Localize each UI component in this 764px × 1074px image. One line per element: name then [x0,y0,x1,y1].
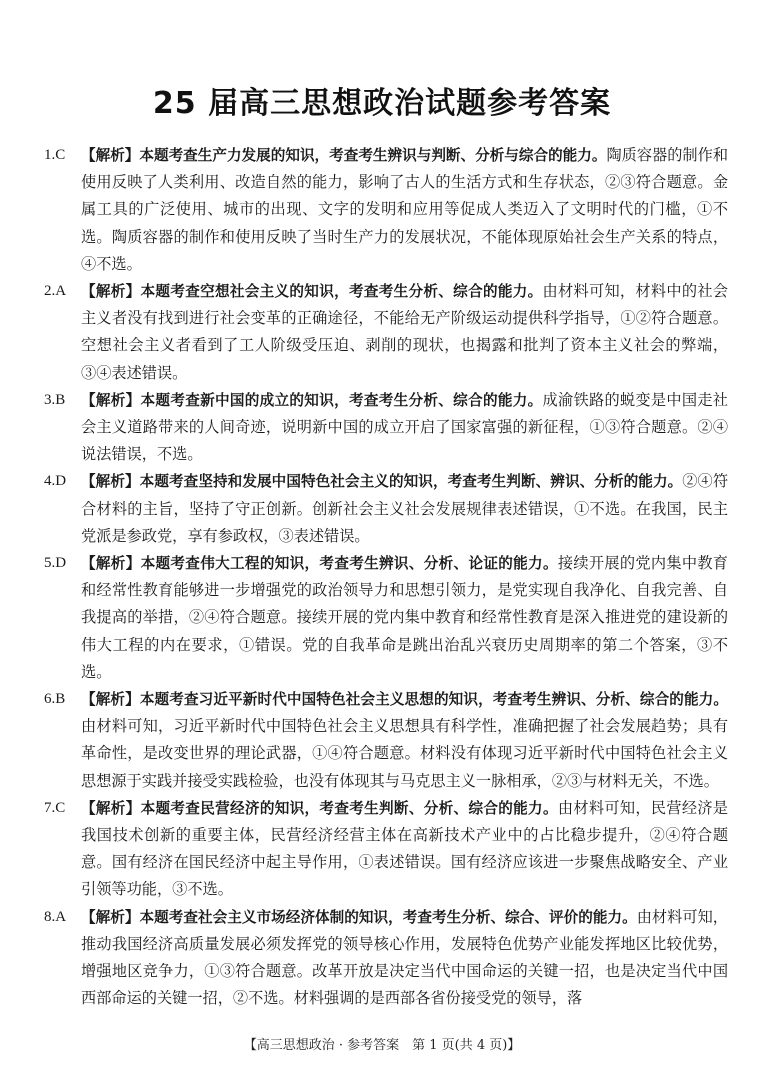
page-footer: 【高三思想政治 · 参考答案 第 1 页(共 4 页)】 [243,1038,521,1053]
analysis-text: 接续开展的党内集中教育和经常性教育能够进一步增强党的政治领导力和思想引领力，是党实现自我净化、自我完善、自我提高的举措，②④符合题意。接续开展的党内集中教育和经常性教育是深入推进党的建设新的伟大工程的内在要求，①错误。党的自我革命是跳出治乱兴衰历史周期率的第二个答案，③不选。 [81,554,728,681]
analysis-lead: 【解析】本题考查习近平新时代中国特色社会主义思想的知识，考查考生辨识、分析、综合的能力。 [81,691,728,709]
answer-item-3 [44,387,728,469]
analysis-lead: 【解析】本题考查生产力发展的知识，考查考生辨识与判断、分析与综合的能力。 [81,147,607,164]
answer-number: 5.D [44,555,67,572]
analysis-text: 陶质容器的制作和使用反映了人类利用、改造自然的能力，影响了古人的生活方式和生存状态，②③符合题意。金属工具的广泛使用、城市的出现、文字的发明和应用等促成人类迈入了文明时代的门槛，①不选。陶质容器的制作和使用反映了当时生产力的发展状况，不能体现原始社会生产关系的特点，④不选。 [81,146,729,273]
answer-item-4 [44,468,728,550]
answer-item-1 [44,142,728,278]
answer-list [44,142,728,1013]
analysis-text: 由材料可知，民营经济是我国技术创新的重要主体，民营经济经营主体在高新技术产业中的占比稳步提升，②④符合题意。国有经济在国民经济中起主导作用，①表述错误。国有经济应该进一步聚焦战略安全、产业引领等功能，③不选。 [81,798,728,899]
analysis-lead: 【解析】本题考查社会主义市场经济体制的知识，考查考生分析、综合、评价的能力。 [81,908,637,926]
analysis-lead: 【解析】本题考查坚持和发展中国特色社会主义的知识，考查考生判断、辨识、分析的能力。 [81,473,683,491]
analysis-lead: 【解析】本题考查民营经济的知识，考查考生判断、分析、综合的能力。 [81,799,558,817]
answer-number: 1.C [44,147,66,163]
answer-item-8 [44,904,728,1013]
answer-item-2 [44,278,728,387]
answer-number: 6.B [44,691,66,708]
analysis-text: 由材料可知，习近平新时代中国特色社会主义思想具有科学性，准确把握了社会发展趋势；具有革命性，是改变世界的理论武器，①④符合题意。材料没有体现习近平新时代中国特色社会主义思想源于实践并接受实践检验，也没有体现其与马克思主义一脉相承，②③与材料无关，不选。 [81,717,728,790]
answer-item-6 [44,686,728,795]
analysis-lead: 【解析】本题考查新中国的成立的知识，考查考生分析、综合的能力。 [81,391,543,409]
answer-number: 8.A [44,908,67,925]
analysis-text: ②④符合材料的主旨，坚持了守正创新。创新社会主义社会发展规律表述错误，①不选。在我国，民主党派是参政党，享有参政权，③表述错误。 [81,472,729,545]
answer-number: 4.D [44,473,67,490]
analysis-lead: 【解析】本题考查伟大工程的知识，考查考生辨识、分析、论证的能力。 [81,555,558,573]
analysis-text: 由材料可知，材料中的社会主义者没有找到进行社会变革的正确途径，不能给无产阶级运动提供科学指导，①②符合题意。空想社会主义者看到了工人阶级受压迫、剥削的现状，也揭露和批判了资本主义社会的弊端，③④表述错误。 [81,282,728,382]
page-title: 25 届高三思想政治试题参考答案 [152,86,612,121]
analysis-text: 由材料可知，推动我国经济高质量发展必须发挥党的领导核心作用，发展特色优势产业能发挥地区比较优势，增强地区竞争力，①③符合题意。改革开放是决定当代中国命运的关键一招，也是决定当代中国西部命运的关键一招，②不选。材料强调的是西部各省份接受党的领导，落 [81,907,728,1008]
answer-item-5 [44,550,728,686]
answer-number: 2.A [44,283,67,300]
analysis-lead: 【解析】本题考查空想社会主义的知识，考查考生分析、综合的能力。 [81,283,543,301]
answer-number: 7.C [44,799,66,816]
answer-number: 3.B [44,391,66,408]
analysis-text: 成渝铁路的蜕变是中国走社会主义道路带来的人间奇迹，说明新中国的成立开启了国家富强的新征程，①③符合题意。②④说法错误，不选。 [81,390,728,464]
answer-item-7 [44,795,728,904]
